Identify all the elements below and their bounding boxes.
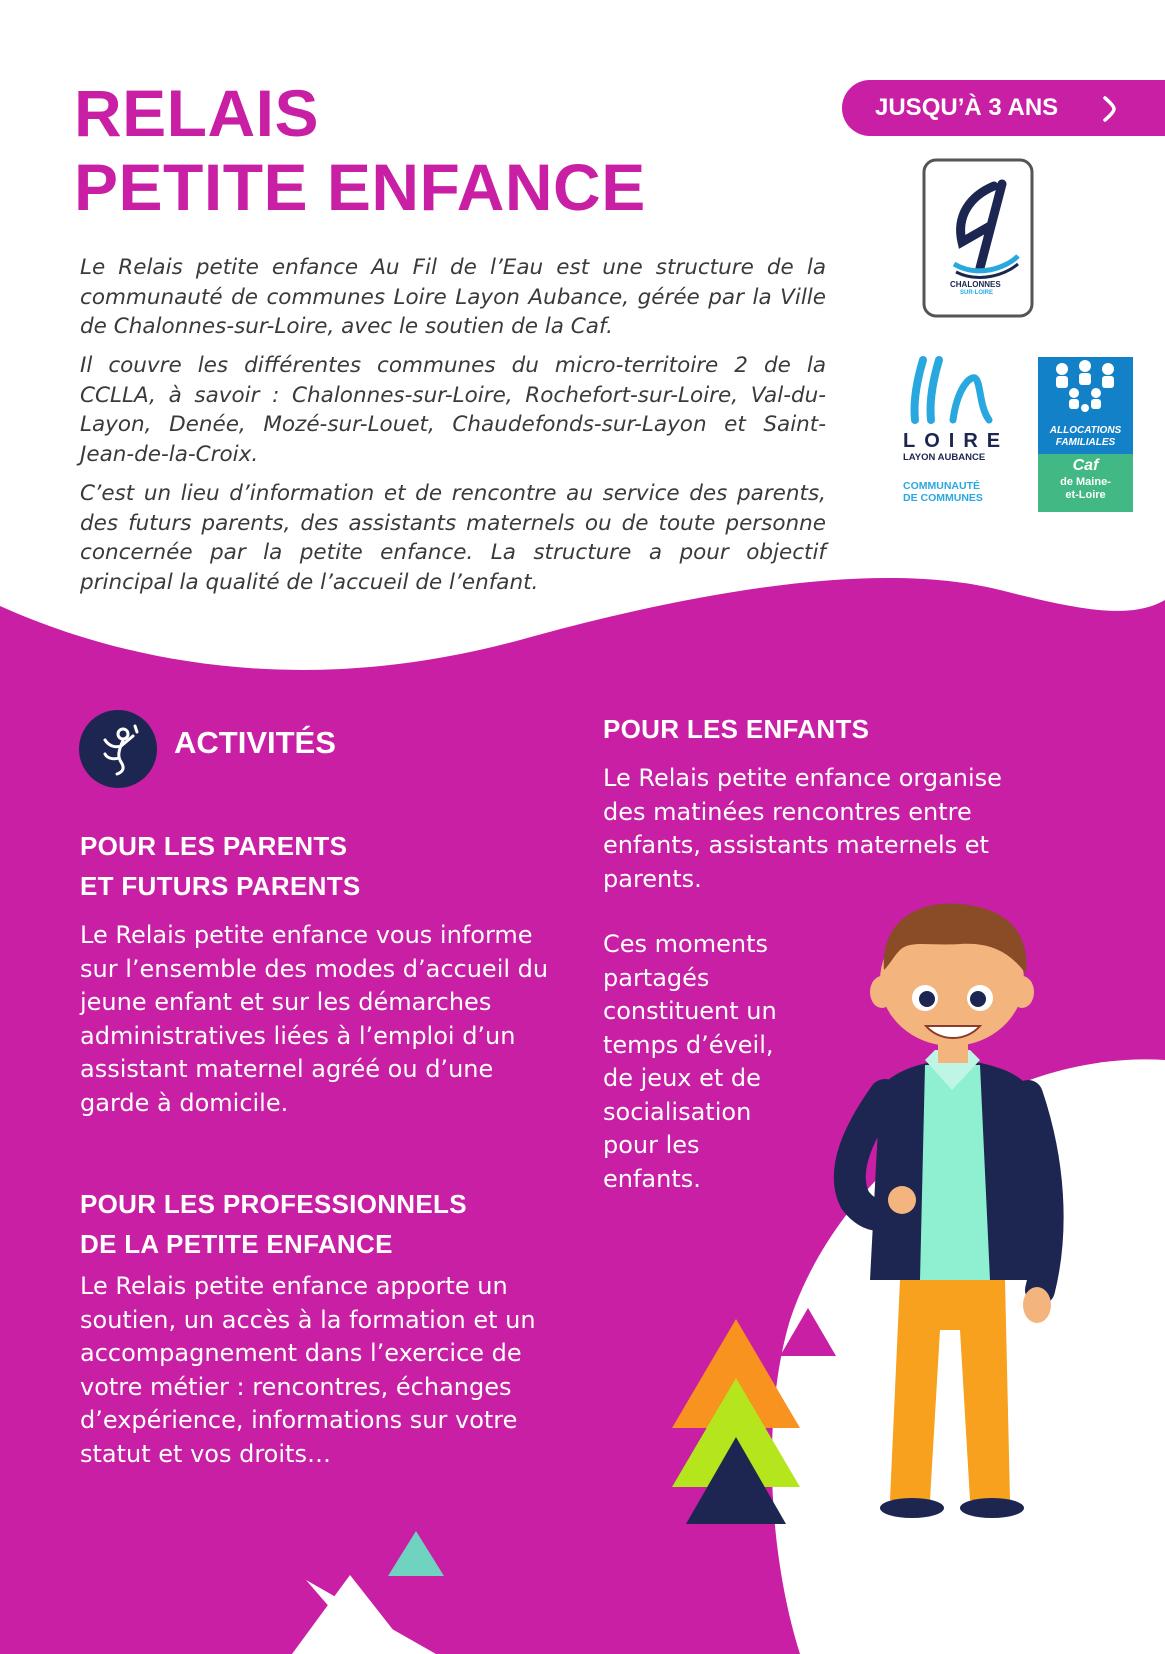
- caf-family-icon: [1038, 357, 1133, 421]
- parents-heading-line1: POUR LES PARENTS: [80, 831, 348, 861]
- cartoon-man-illustration: [830, 900, 1080, 1540]
- parents-text: Le Relais petite enfance vous informe sur l’ensemble des modes d’accueil du jeune enfant et sur les démarches administratives liées à l’emploi d’un assistant maternel agréé ou d’une garde à domicile.: [80, 921, 549, 1117]
- professionals-heading-line2: DE LA PETITE ENFANCE: [80, 1229, 393, 1259]
- caf-line1: ALLOCATIONS: [1049, 425, 1122, 436]
- chalonnes-name: CHALONNES: [950, 280, 1001, 289]
- intro-paragraph-3: C’est un lieu d’information et de rencontre au service des parents, des futurs parents, des assistants maternels ou de toute personne concernée par la petite enfance. La structure a pour objectif principal la qualité de l’accueil de l’enfant.: [80, 481, 826, 595]
- intro-paragraph-1: Le Relais petite enfance Au Fil de l’Eau est une structure de la communauté de communes Loire Layon Aubance, gérée par la Ville de Chalonnes-sur-Loire, avec le soutien de la Caf.: [80, 255, 826, 339]
- professionals-heading: [80, 1184, 467, 1264]
- age-badge: [842, 80, 1165, 136]
- caf-region-line2: et-Loire: [1065, 489, 1106, 501]
- loire-sub: LAYON AUBANCE: [903, 452, 986, 463]
- age-badge-label: JUSQU’À 3 ANS: [875, 94, 1059, 121]
- caf-line2: FAMILIALES: [1055, 437, 1116, 448]
- intro-paragraph-2: Il couvre les différentes communes du micro-territoire 2 de la CCLLA, à savoir : Chalonnes-sur-Loire, Rochefort-sur-Loire, Val-du-Layon, Denée, Mozé-sur-Louet, Chaudefonds-sur-Layon et Saint-Jean-de-la-Croix.: [80, 353, 826, 467]
- loire-community-line2: DE COMMUNES: [903, 492, 983, 504]
- caf-logo: [1038, 357, 1133, 512]
- loire-community-line1: COMMUNAUTÉ: [903, 480, 980, 492]
- caf-logo-top: [1038, 357, 1133, 454]
- activity-dancer-icon: [79, 710, 157, 788]
- chalonnes-sub: SUR-LOIRE: [960, 290, 993, 296]
- caf-logo-bottom: [1038, 454, 1133, 512]
- caf-name: Caf: [1072, 457, 1099, 474]
- professionals-heading-line1: POUR LES PROFESSIONNELS: [80, 1189, 467, 1219]
- chalonnes-logo: [920, 156, 1036, 320]
- parents-heading-line2: ET FUTURS PARENTS: [80, 871, 361, 901]
- children-text-1: Le Relais petite enfance organise des matinées rencontres entre enfants, assistants maternels et parents.: [603, 764, 1002, 893]
- children-text-2: Ces moments partagés constituent un temps d’éveil, de jeux et de socialisation pour les enfants.: [603, 930, 777, 1193]
- loire-name: LOIRE: [903, 430, 1010, 452]
- professionals-text: Le Relais petite enfance apporte un soutien, un accès à la formation et un accompagnement dans l’exercice de votre métier : rencontres, échanges d’expérience, informations sur votre statut et vos droits…: [80, 1272, 536, 1468]
- activities-heading: ACTIVITÉS: [174, 725, 336, 760]
- loire-logo-mark: [895, 350, 1017, 430]
- caf-region-line1: de Maine-: [1060, 476, 1111, 488]
- loire-layon-aubance-logo: [895, 350, 1017, 510]
- chevron-right-icon: [1102, 96, 1118, 122]
- title-line-1: RELAIS: [74, 76, 320, 150]
- children-heading: POUR LES ENFANTS: [603, 714, 870, 744]
- page-title: [74, 76, 646, 224]
- parents-heading: [80, 826, 361, 906]
- title-line-2: PETITE ENFANCE: [74, 150, 646, 224]
